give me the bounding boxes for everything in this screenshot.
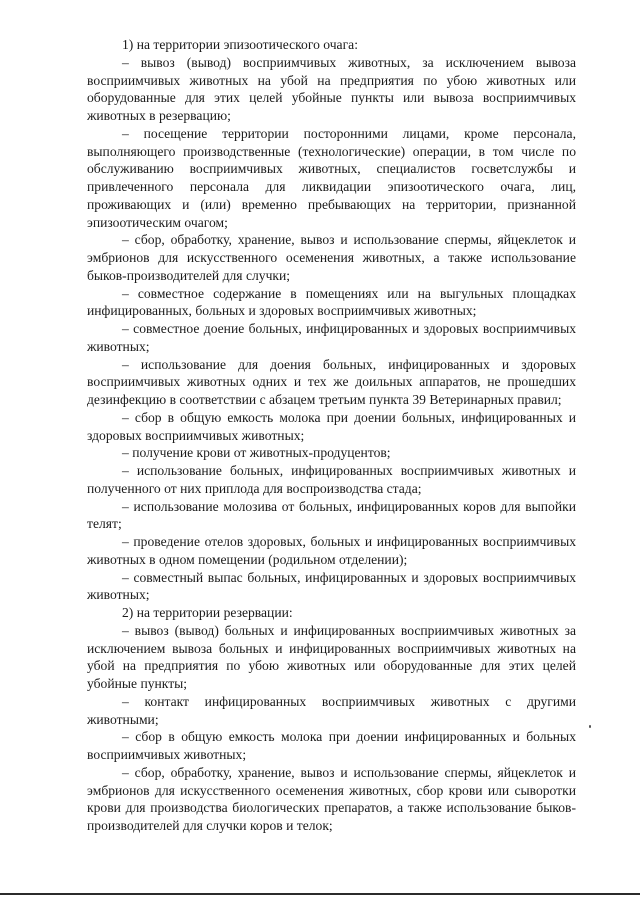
paragraph: – совместное доение больных, инфицированных и здоровых восприимчивых животных; (87, 321, 576, 354)
paragraph: – проведение отелов здоровых, больных и инфицированных восприимчивых животных в одном помещении (родильном отделении); (87, 534, 576, 567)
paragraph: – контакт инфицированных восприимчивых животных с другими животными; (87, 693, 576, 727)
paragraph: – сбор, обработку, хранение, вывоз и использование спермы, яйцеклеток и эмбрионов для искусственного осеменения животных, сбор крови или сыворотки крови для производства биологических препаратов, а также использование быков-производителей для случки коров и телок; (87, 764, 576, 833)
paragraph: – сбор, обработку, хранение, вывоз и использование спермы, яйцеклеток и эмбрионов для искусственного осеменения животных, а также использование быков-производителей для случки; (87, 232, 576, 283)
section-heading-2: 2) на территории резервации: (122, 605, 293, 620)
paragraph: – использование больных, инфицированных восприимчивых животных и полученного от них приплода для воспроизводства стада; (87, 463, 576, 496)
paragraph: – сбор в общую емкость молока при доении больных, инфицированных и здоровых восприимчивых животных; (87, 409, 576, 443)
paragraph: – получение крови от животных-продуцентов; (122, 445, 391, 461)
scan-speck (589, 725, 591, 728)
document-body (87, 36, 576, 835)
paragraph: – совместный выпас больных, инфицированных и здоровых восприимчивых животных; (87, 569, 576, 603)
paragraph: – сбор в общую емкость молока при доении инфицированных и больных восприимчивых животных; (87, 729, 576, 762)
paragraph: – использование для доения больных, инфицированных и здоровых восприимчивых животных одних и тех же доильных аппаратов, не прошедших дезинфекцию в соответствии с абзацем третьим пункта 39 Ветеринарных правил; (87, 356, 576, 407)
paragraph: – вывоз (вывод) восприимчивых животных, за исключением вывоза восприимчивых животных на убой на предприятия по убою животных или оборудованные для этих целей убойные пункты или вывоза восприимчивых животных в резервацию; (87, 54, 576, 123)
section-heading-1: 1) на территории эпизоотического очага: (122, 37, 358, 52)
paragraph: – совместное содержание в помещениях или на выгульных площадках инфицированных, больных и здоровых восприимчивых животных; (87, 285, 576, 319)
paragraph: – посещение территории посторонними лицами, кроме персонала, выполняющего производственные (технологические) операции, в том числе по обслуживанию восприимчивых животных, специалистов госветслужбы и привлеченного персонала для ликвидации эпизоотического очага, лиц, проживающих и (или) временно пребывающих на территории, признанной эпизоотическим очагом; (87, 125, 576, 230)
paragraph: – вывоз (вывод) больных и инфицированных восприимчивых животных за исключением вывоза больных и инфицированных восприимчивых животных на убой на предприятия по убою животных или оборудованные для этих целей убойные пункты; (87, 622, 576, 691)
paragraph: – использование молозива от больных, инфицированных коров для выпойки телят; (87, 498, 576, 532)
page-bottom-edge (0, 893, 640, 895)
